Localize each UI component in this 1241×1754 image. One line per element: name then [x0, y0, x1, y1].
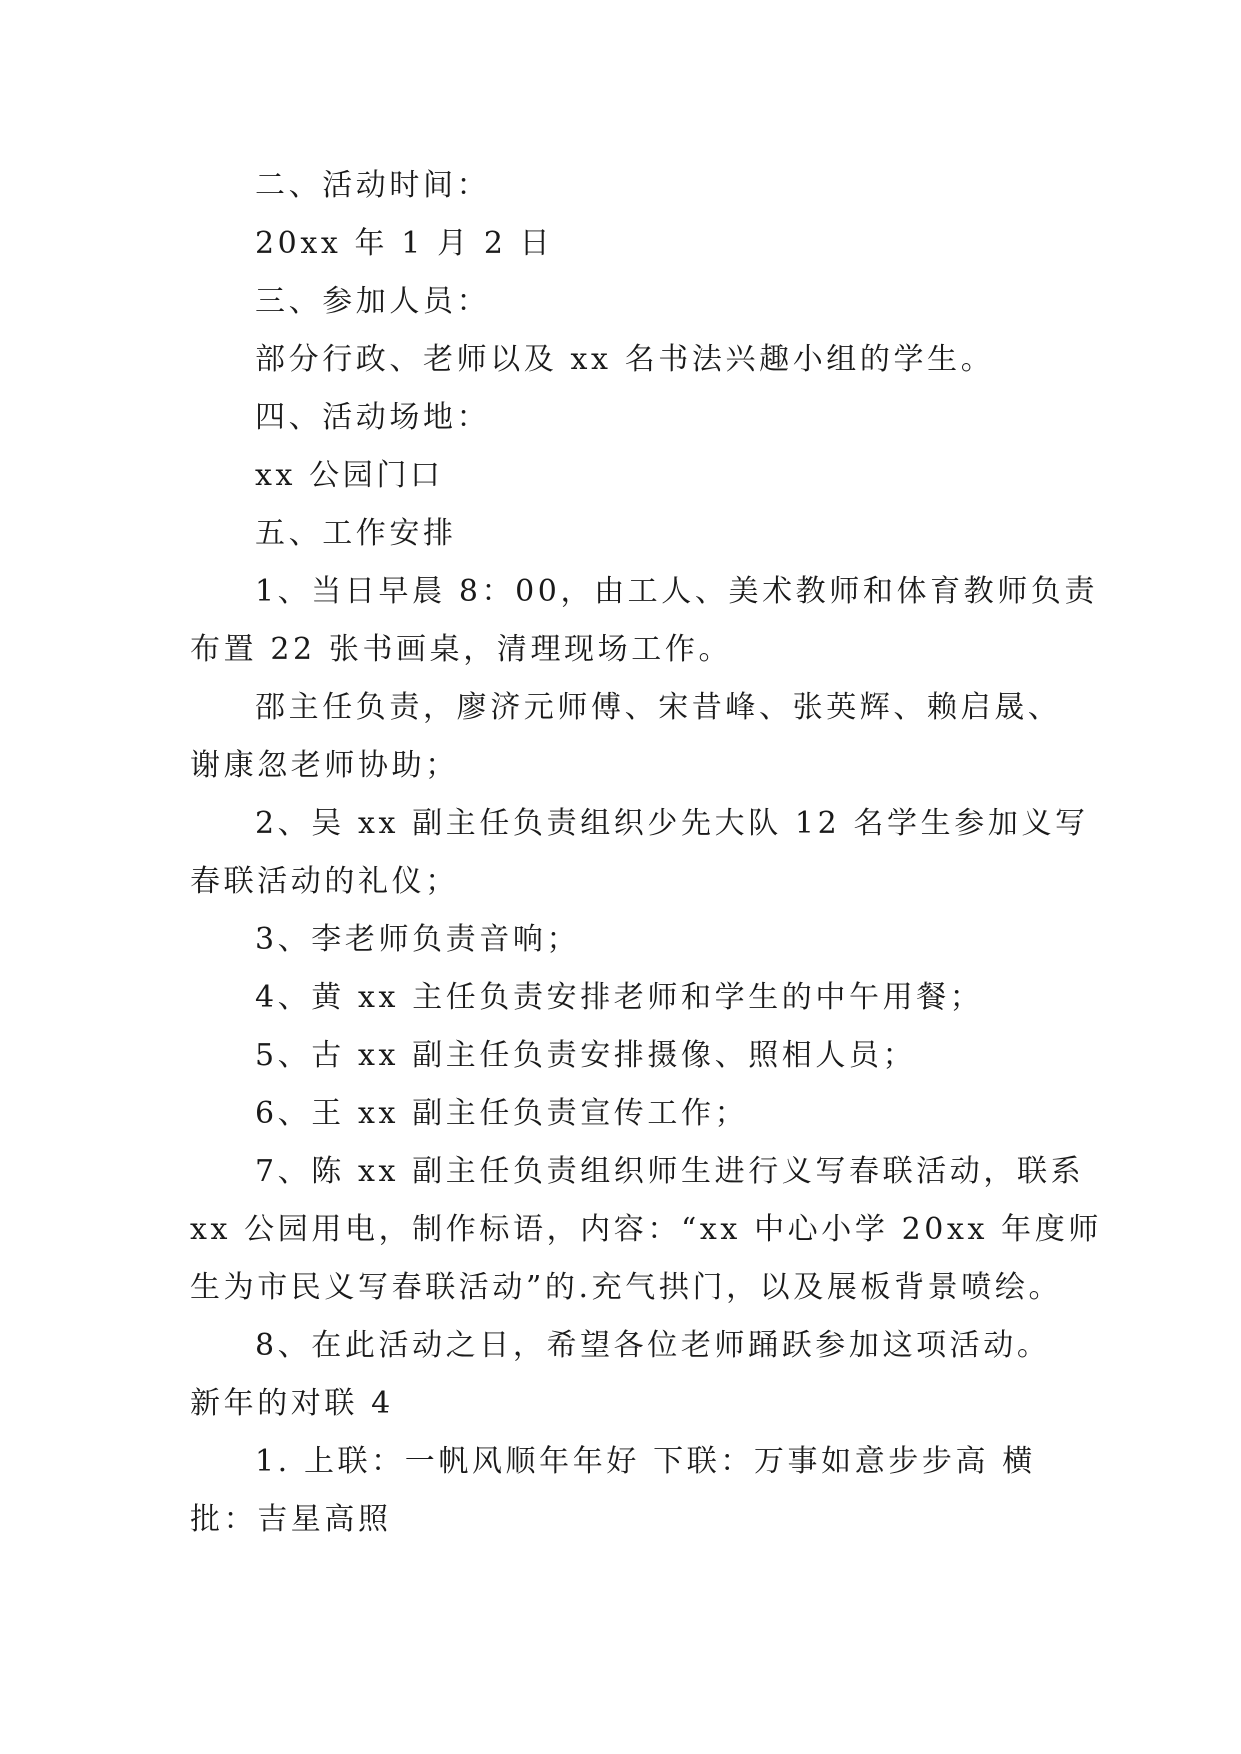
section-heading-participants: 三、参加人员：	[255, 284, 491, 319]
arrangement-item-7-cont-2: 生为市民义写春联活动”的.充气拱门，以及展板背景喷绘。	[190, 1270, 1063, 1305]
arrangement-item-2: 2、吴 xx 副主任负责组织少先大队 12 名学生参加义写	[255, 806, 1089, 841]
arrangement-note: 邵主任负责，廖济元师傅、宋昔峰、张英辉、赖启晟、	[255, 690, 1062, 725]
arrangement-item-1-cont: 布置 22 张书画桌，清理现场工作。	[190, 632, 733, 667]
arrangement-item-5: 5、古 xx 副主任负责安排摄像、照相人员；	[255, 1038, 917, 1073]
arrangement-note-cont: 谢康忽老师协助；	[190, 748, 459, 783]
arrangement-item-3: 3、李老师负责音响；	[255, 922, 581, 957]
couplet-section-title: 新年的对联 4	[190, 1386, 394, 1421]
section-heading-arrangement: 五、工作安排	[255, 516, 457, 551]
couplet-item-1-cont: 批：吉星高照	[190, 1502, 392, 1537]
arrangement-item-7: 7、陈 xx 副主任负责组织师生进行义写春联活动，联系	[255, 1154, 1085, 1189]
participants-text: 部分行政、老师以及 xx 名书法兴趣小组的学生。	[255, 342, 995, 377]
couplet-item-1: 1. 上联：一帆风顺年年好 下联：万事如意步步高 横	[255, 1444, 1036, 1479]
venue-text: xx 公园门口	[255, 458, 444, 493]
activity-date: 20xx 年 1 月 2 日	[255, 226, 554, 261]
arrangement-item-1: 1、当日早晨 8：00，由工人、美术教师和体育教师负责	[255, 574, 1099, 609]
arrangement-item-4: 4、黄 xx 主任负责安排老师和学生的中午用餐；	[255, 980, 984, 1015]
arrangement-item-6: 6、王 xx 副主任负责宣传工作；	[255, 1096, 749, 1131]
arrangement-item-7-cont-1: xx 公园用电，制作标语，内容：“xx 中心小学 20xx 年度师	[190, 1212, 1102, 1247]
section-heading-venue: 四、活动场地：	[255, 400, 491, 435]
arrangement-item-2-cont: 春联活动的礼仪；	[190, 864, 459, 899]
section-heading-time: 二、活动时间：	[255, 168, 491, 203]
arrangement-item-8: 8、在此活动之日，希望各位老师踊跃参加这项活动。	[255, 1328, 1051, 1363]
